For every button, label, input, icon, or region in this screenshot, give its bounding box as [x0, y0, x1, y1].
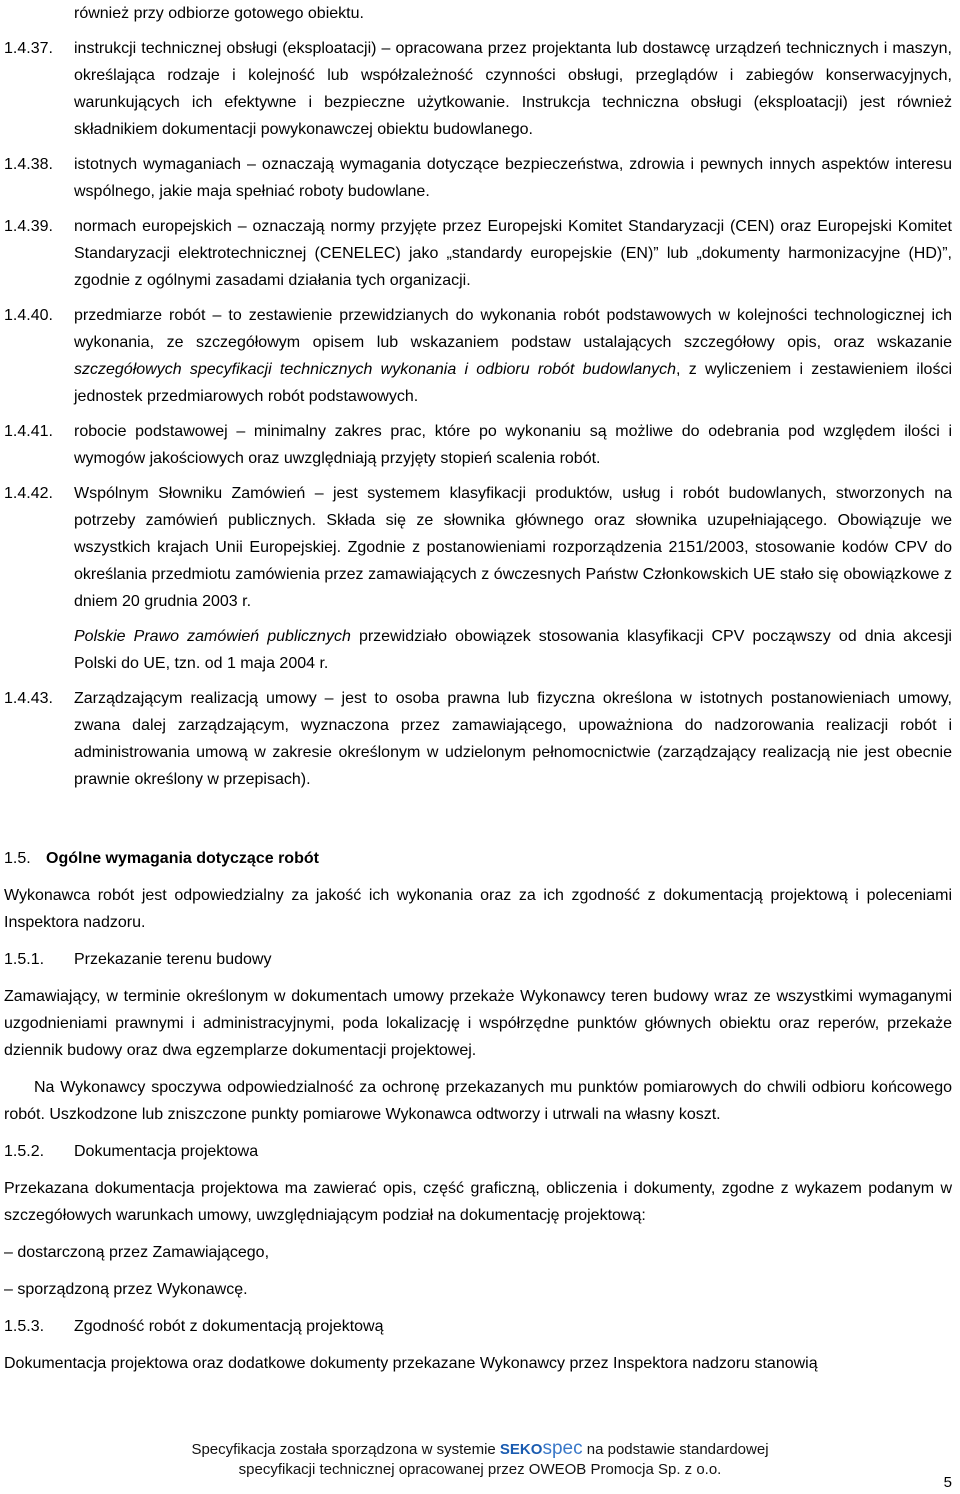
- definition-item: [4, 35, 952, 143]
- definition-item: [4, 302, 952, 410]
- subsection-heading: [4, 1138, 952, 1165]
- definition-text-part: Wspólnym Słowniku Zamówień – jest systemem klasyfikacji produktów, usług i robót budowlanych, stworzonych na potrzeby zamówień publicznych. Składa się ze słownika głównego oraz słownika uzupełniającego. Obowiązuje we wszystkich krajach Unii Europejskiej. Zgodnie z postanowieniami rozporządzenia 2151/2003, stosowanie kodów CPV do określania przedmiotu zamówienia przez zamawiających z ówczesnych Państw Członkowskich UE stało się obowiązkowe z dniem 20 grudnia 2003 r.: [74, 485, 952, 610]
- definition-item: [4, 213, 952, 294]
- definition-number: 1.4.40.: [4, 307, 53, 324]
- definition-italic-reference: szczegółowych specyfikacji technicznych wykonania i odbioru robót budowlanych: [74, 361, 677, 378]
- sekospec-logo-part: spec: [542, 1438, 583, 1459]
- definition-item: [4, 151, 952, 205]
- definition-text: Zarządzającym realizacją umowy – jest to osoba prawna lub fizyczna określona w istotnych postanowieniach umowy, zwana dalej zarządzającym, wyznaczona przez zamawiającego, upoważniona do nadzorowania realizacji robót i administrowania umową w zakresie określonym w udzielonym pełnomocnictwie (zarządzający realizacją nie jest obecnie prawnie określony w przepisach).: [74, 690, 952, 788]
- subsection-number: 1.5.3.: [4, 1318, 45, 1335]
- document-body: [4, 0, 952, 1377]
- definition-number: 1.4.42.: [4, 485, 53, 502]
- definition-text: instrukcji technicznej obsługi (eksploatacji) – opracowana przez projektanta lub dostawcę urządzeń technicznych i maszyn, określająca rodzaje i kolejność lub współzależność czynności obsługi, przeglądów i zabiegów konserwacyjnych, warunkujących ich efektywne i bezpieczne użytkowanie. Instrukcja techniczna obsługi (eksploatacji) jest również składnikiem dokumentacji powykonawczej obiektu budowlanego.: [74, 40, 952, 138]
- subsection-title: Zgodność robót z dokumentacją projektową: [74, 1318, 384, 1335]
- page-number: 5: [943, 1474, 952, 1491]
- page-footer: [0, 1439, 960, 1480]
- subsection-title: Dokumentacja projektowa: [74, 1143, 259, 1160]
- definition-number: 1.4.39.: [4, 218, 53, 235]
- definition-number: 1.4.43.: [4, 690, 53, 707]
- subsection-title: Przekazanie terenu budowy: [74, 951, 272, 968]
- definition-text: normach europejskich – oznaczają normy przyjęte przez Europejski Komitet Standaryzacji (CEN) oraz Europejski Komitet Standaryzacji elektrotechnicznej (CENELEC) jako „standardy europejskie (EN)” lub „dokumenty harmonizacyjne (HD)”, zgodnie z ogólnymi zasadami działania tych organizacji.: [74, 218, 952, 289]
- paragraph: Na Wykonawcy spoczywa odpowiedzialność za ochronę przekazanych mu punktów pomiarowych do chwili odbioru końcowego robót. Uszkodzone lub zniszczone punkty pomiarowe Wykonawca odtworzy i utrwali na własny koszt.: [4, 1079, 952, 1123]
- definition-text: istotnych wymaganiach – oznaczają wymagania dotyczące bezpieczeństwa, zdrowia i pewnych innych aspektów interesu wspólnego, jakie maja spełniać roboty budowlane.: [74, 156, 952, 200]
- section-heading: [4, 845, 952, 872]
- definition-text-part: , z wyliczeniem i zestawieniem ilości jednostek przedmiarowych robót podstawowych.: [74, 361, 952, 405]
- definition-number: 1.4.38.: [4, 156, 53, 173]
- sekospec-logo-part: SEKO: [499, 1441, 543, 1458]
- list-item: – dostarczoną przez Zamawiającego,: [4, 1244, 270, 1261]
- definition-number: 1.4.41.: [4, 423, 53, 440]
- paragraph: Zamawiający, w terminie określonym w dokumentach umowy przekaże Wykonawcy teren budowy wraz ze wszystkimi wymaganymi uzgodnieniami prawnymi i administracyjnymi, poda lokalizację i współrzędne punktów głównych obiektu oraz reperów, przekaże dziennik budowy oraz dwa egzemplarze dokumentacji projektowej.: [4, 988, 952, 1059]
- section-title: Ogólne wymagania dotyczące robót: [46, 850, 319, 867]
- footer-text: Specyfikacja została sporządzona w systemie: [191, 1441, 500, 1458]
- list-item: – sporządzoną przez Wykonawcę.: [4, 1281, 248, 1298]
- definition-text-part: przewidziało obowiązek stosowania klasyfikacji CPV począwszy od dnia akcesji Polski do UE, tzn. od 1 maja 2004 r.: [74, 628, 952, 672]
- definition-text: [74, 480, 952, 677]
- definition-item: [4, 480, 952, 677]
- section-number: 1.5.: [4, 850, 31, 867]
- subsection-number: 1.5.2.: [4, 1143, 45, 1160]
- definition-text: [74, 302, 952, 410]
- paragraph: Dokumentacja projektowa oraz dodatkowe dokumenty przekazane Wykonawcy przez Inspektora nadzoru stanowią: [4, 1355, 818, 1372]
- footer-line: [0, 1439, 960, 1460]
- section-intro: Wykonawca robót jest odpowiedzialny za jakość ich wykonania oraz za ich zgodność z dokumentacją projektową i poleceniami Inspektora nadzoru.: [4, 887, 952, 931]
- subsection-number: 1.5.1.: [4, 951, 45, 968]
- lead-fragment: również przy odbiorze gotowego obiektu.: [74, 5, 364, 22]
- subsection-heading: [4, 946, 952, 973]
- footer-line: specyfikacji technicznej opracowanej przez OWEOB Promocja Sp. z o.o.: [238, 1461, 722, 1478]
- subsection-heading: [4, 1313, 952, 1340]
- definition-number: 1.4.37.: [4, 40, 53, 57]
- definition-item: [4, 685, 952, 793]
- definition-text-part: przedmiarze robót – to zestawienie przewidzianych do wykonania robót podstawowych w kolejności technologicznej ich wykonania, ze szczegółowym opisem lub wskazaniem podstaw ustalających szczegółowy opis, oraz wskazanie: [74, 307, 952, 351]
- definition-italic-reference: Polskie Prawo zamówień publicznych: [74, 628, 351, 645]
- definition-text: robocie podstawowej – minimalny zakres prac, które po wykonaniu są możliwe do odebrania pod względem ilości i wymogów jakościowych oraz uwzględniają przyjęty stopień scalenia robót.: [74, 423, 952, 467]
- definition-item: [4, 418, 952, 472]
- paragraph: Przekazana dokumentacja projektowa ma zawierać opis, część graficzną, obliczenia i dokumenty, zgodne z wykazem podanym w szczegółowych warunkach umowy, uwzględniającym podział na dokumentację projektową:: [4, 1180, 952, 1224]
- footer-text: na podstawie standardowej: [582, 1441, 769, 1458]
